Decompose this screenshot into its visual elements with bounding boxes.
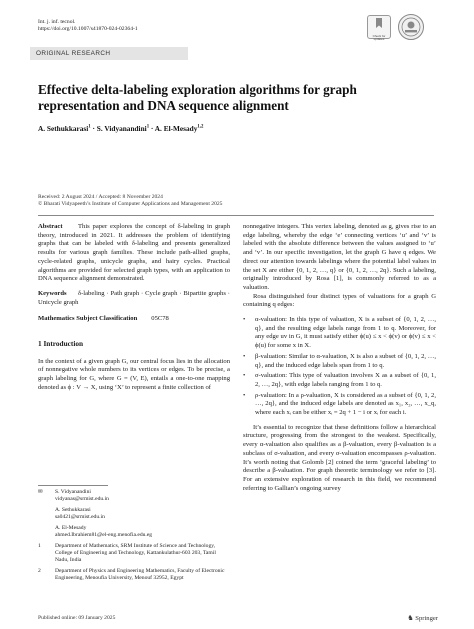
received-accepted: Received: 2 August 2024 / Accepted: 8 November 2024: [38, 194, 163, 200]
journal-header: [38, 19, 138, 33]
affiliation-2: 2 Department of Physics and Engineering Mathematics, Faculty of Electronic Engineering, Menoufia University, Menouf 32952, Egypt: [38, 568, 225, 581]
doi-link[interactable]: https://doi.org/10.1007/s41870-024-02364-1: [38, 26, 138, 32]
author-1[interactable]: A. Sethukkarasi: [38, 124, 89, 133]
check-for-updates-badge[interactable]: Check for updates: [367, 15, 391, 39]
abstract-label: Abstract: [38, 223, 63, 230]
author-2[interactable]: S. Vidyanandini: [96, 124, 147, 133]
footnotes: [38, 489, 230, 586]
springer-horse-icon: ♞: [407, 614, 414, 622]
intro-heading: 1 Introduction: [38, 339, 84, 349]
corresponding-author-1: ✉ S. Vidyanandini vidyanas@srmist.edu.in: [38, 489, 230, 503]
valuation-list: [243, 316, 436, 418]
section-tag: ORIGINAL RESEARCH: [36, 49, 111, 57]
bookmark-icon: [368, 16, 390, 30]
journal-name: Int. j. inf. tecnol.: [38, 19, 76, 25]
envelope-icon: ✉: [38, 489, 43, 495]
right-column: [243, 223, 436, 493]
bullet-icon: •: [243, 316, 246, 324]
copyright: © Bharati Vidyapeeth’s Institute of Computer Applications and Management 2025: [38, 201, 223, 207]
bullet-icon: •: [243, 352, 246, 360]
affiliation-1: 1 Department of Mathematics, SRM Institute of Science and Technology, College of Engineering and Technology, Kattankulathur-603 203, Tamil Nadu, India: [38, 543, 216, 563]
email-link[interactable]: vidyanas@srmist.edu.in: [55, 496, 109, 502]
keywords: [38, 290, 230, 307]
paragraph-3: It’s essential to recognize that these definitions follow a hierarchical structure, progressing from the strongest to the weakest. Specifically, every α-valuation also qualifies as a β-valuation, every β-valuation is a subclass of σ-valuation, and every σ-valuation encompasses ρ-valuation. It’s worth noting that Golomb [2] coined the term ‘graceful labeling’ to describe a β-valuation. For graph theoretic terminology we refer to [3]. For an extensive exploration of research in this field, we recommend referring to Gallian’s ongoing survey: [243, 423, 436, 492]
keywords-text: δ-labeling · Path graph · Cycle graph · Bipartite graphs · Unicycle graph: [38, 289, 230, 306]
article-dates: [38, 194, 222, 208]
list-item: • ρ-valuation: In a ρ-valuation, X is considered as a subset of {0, 1, 2, …, 2q}, and the induced edge labels are denoted as x₁, x₂, …, x_q, where each xᵢ can be either xᵢ = 2q + 1 − i or xᵢ for each i.: [243, 391, 436, 417]
corresponding-author-3: A. El-Mesady ahmed.Ibrahiem81@el-eng.menofia.edu.eg: [38, 525, 230, 539]
corresponding-author-2: A. Sethukkarasi sa0421@srmist.edu.in: [38, 507, 230, 521]
bullet-icon: •: [243, 391, 246, 399]
paper-title: Effective delta-labeling exploration algorithms for graph representation and DNA sequence alignment: [38, 82, 357, 113]
bullet-icon: •: [243, 372, 246, 380]
abstract: [38, 223, 230, 284]
paragraph-1: nonnegative integers. This vertex labeling, denoted as g, gives rise to an edge labeling, whereby the edge ‘e’ connecting vertices ‘u’ and ‘v’ is labeled with the absolute difference between the values assigned to ‘u’ and ‘v’. In our specific investigation, let the graph G have q edges. We direct our attention towards labelings where the potential label values in the set X are either {0, 1, 2, …, q} or {0, 1, 2, …, 2q}. Such a labeling, originally introduced by Rosa [1], is commonly referred to as a valuation.: [243, 223, 436, 291]
footnote-rule: [38, 485, 108, 486]
divider: [38, 215, 434, 216]
keywords-label: Keywords: [38, 289, 67, 297]
published-online: Published online: 09 January 2025: [38, 615, 116, 621]
intro-paragraph: In the context of a given graph G, our central focus lies in the allocation of nonnegative whole numbers to its vertices or edges. To be precise, a graph labeling for G, where G = (V, E), entails a one-to-one mapping denoted as ϕ : V → X, using ‘X’ to represent a finite collection of: [38, 357, 230, 391]
publisher-footer: [407, 614, 438, 622]
paragraph-2: Rosa distinguished four distinct types of valuations for a graph G containing q edges:: [243, 292, 436, 309]
msc-label: Mathematics Subject Classification: [38, 315, 138, 323]
abstract-text: This paper explores the concept of δ-labeling in graph theory, introduced in 2021. It addresses the problem of identifying graphs that can be labeled with δ-labeling and presents generalized results for various graph families. These include path-allied graphs, cycle-related graphs, unicycle graphs, and hairy cycles. Practical algorithms are provided for selected graph types, with an application to DNA sequence alignment demonstrated.: [38, 223, 230, 283]
email-link[interactable]: ahmed.Ibrahiem81@el-eng.menofia.edu.eg: [55, 532, 153, 538]
list-item: • α-valuation: In this type of valuation, X is a subset of {0, 1, 2, …, q}, and the resulting edge labels range from 1 to q. Moreover, for any edge uv in G, it must satisfy either ϕ(u) ≤ x < ϕ(v) or ϕ(v) ≤ x < ϕ(u) for some x in X.: [243, 316, 436, 350]
list-item: • σ-valuation: This type of valuation involves X as a subset of {0, 1, 2, …, 2q}, with edge labels ranging from 1 to q.: [243, 372, 436, 388]
seal-icon: [399, 15, 423, 39]
list-item: • β-valuation: Similar to α-valuation, X is also a subset of {0, 1, 2, …, q}, and the induced edge labels span from 1 to q.: [243, 352, 436, 369]
author-3[interactable]: A. El-Mesady: [154, 124, 198, 133]
email-link[interactable]: sa0421@srmist.edu.in: [55, 514, 105, 520]
msc-code: 05C78: [151, 315, 169, 323]
publisher-logo: [398, 14, 424, 40]
msc: [38, 315, 230, 324]
author-list: A. Sethukkarasi$^1$ · S. Vidyanandini$^1$ · A. El-Mesady$^{1,2}$: [38, 124, 204, 133]
left-column: [38, 223, 230, 393]
publisher-name: Springer: [415, 615, 438, 622]
